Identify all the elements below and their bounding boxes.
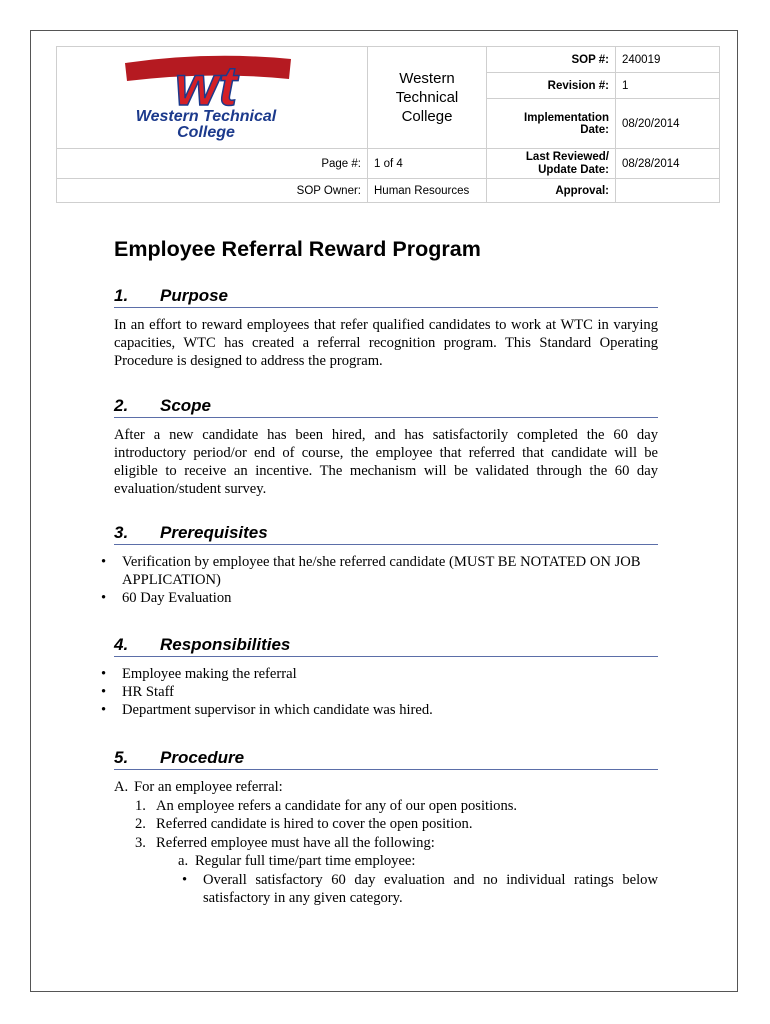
section-number: 2.: [114, 396, 129, 415]
document-page: [30, 30, 738, 992]
college-name-line: College: [401, 108, 453, 125]
last-reviewed-value: 08/28/2014: [616, 149, 720, 179]
section-paragraph: In an effort to reward employees that refer qualified candidates to work at WTC in varying capacities, WTC has created a referral recognition program. This Standard Operating Procedure is designed to address the program.: [114, 317, 658, 369]
last-reviewed-label: [487, 149, 616, 179]
item-marker: A.: [114, 779, 129, 795]
last-reviewed-label-line: Update Date:: [538, 163, 609, 176]
section-paragraph: After a new candidate has been hired, and has satisfactorily completed the 60 day introductory period/or end of course, the employee that referred that candidate will be eligible to receive an incentive. The mechanism will be validated through the 60 day evaluation/student survey.: [114, 427, 658, 497]
section-number: 3.: [114, 523, 129, 542]
sop-number-label: SOP #:: [487, 47, 616, 73]
section-heading: [114, 748, 658, 770]
logo-name-line1: Western Technical: [135, 107, 277, 125]
item-text: For an employee referral:: [134, 779, 283, 795]
last-reviewed-label-line: Last Reviewed/: [525, 150, 609, 163]
western-technical-college-logo: [63, 49, 349, 144]
implementation-date-value: 08/20/2014: [616, 99, 720, 149]
section-number: 4.: [114, 635, 129, 654]
section-number: 1.: [114, 286, 129, 305]
step-marker: 2.: [135, 816, 146, 832]
section-responsibilities: [114, 635, 658, 719]
page-number-value: 1 of 4: [368, 149, 487, 179]
section-heading: [114, 396, 658, 418]
procedure-step: [114, 797, 658, 816]
section-heading: [114, 635, 658, 657]
step-text: Referred candidate is hired to cover the open position.: [156, 816, 473, 832]
list-item: • Overall satisfactory 60 day evaluation and no individual ratings below satisfactory in any given category.: [180, 871, 658, 907]
section-scope: [114, 396, 658, 498]
list-item: • 60 Day Evaluation: [99, 589, 658, 607]
substep-text: Regular full time/part time employee:: [195, 853, 416, 869]
logo-cell: [57, 47, 368, 149]
sop-number-value: 240019: [616, 47, 720, 73]
section-title: Procedure: [160, 748, 245, 767]
list-item: • Employee making the referral: [99, 665, 658, 683]
procedure-step: [114, 815, 658, 834]
list-item: • Verification by employee that he/she referred candidate (MUST BE NOTATED ON JOB APPLICATION): [99, 553, 658, 589]
step-marker: 1.: [135, 797, 146, 814]
page-number-label: Page #:: [57, 149, 368, 179]
approval-label: Approval:: [487, 179, 616, 203]
procedure-step: [114, 834, 658, 853]
procedure-substep: [114, 852, 658, 871]
section-purpose: [114, 286, 658, 370]
step-text: Referred employee must have all the following:: [156, 834, 435, 851]
page-title: Employee Referral Reward Program: [114, 237, 481, 261]
college-name-cell: [368, 47, 487, 149]
section-heading: [114, 286, 658, 308]
section-title: Purpose: [160, 286, 229, 305]
sop-header-table: [56, 46, 720, 203]
step-marker: 3.: [135, 834, 146, 851]
logo-wt-mark: wt: [174, 53, 238, 117]
step-text: An employee refers a candidate for any of our open positions.: [156, 797, 518, 814]
revision-value: 1: [616, 73, 720, 99]
section-title: Scope: [160, 396, 212, 415]
section-title: Responsibilities: [160, 635, 291, 654]
list-item: • Department supervisor in which candidate was hired.: [99, 701, 658, 719]
responsibilities-list: [99, 665, 658, 719]
procedure-sub-bullets: [114, 871, 658, 907]
section-prerequisites: [114, 523, 658, 607]
sop-owner-value: Human Resources: [368, 179, 487, 203]
college-name-line: Western: [399, 70, 455, 87]
approval-value: [616, 179, 720, 203]
section-heading: [114, 523, 658, 545]
revision-label: Revision #:: [487, 73, 616, 99]
section-number: 5.: [114, 748, 129, 767]
college-name-line: Technical: [395, 89, 459, 106]
sop-owner-label: SOP Owner:: [57, 179, 368, 203]
prerequisites-list: [99, 553, 658, 607]
logo-name-line2: College: [177, 123, 235, 141]
list-item: • HR Staff: [99, 683, 658, 701]
section-procedure: [114, 748, 658, 907]
substep-marker: a.: [178, 853, 189, 869]
procedure-item-a: [114, 778, 658, 797]
implementation-date-label: Implementation Date:: [487, 99, 616, 149]
section-title: Prerequisites: [160, 523, 268, 542]
